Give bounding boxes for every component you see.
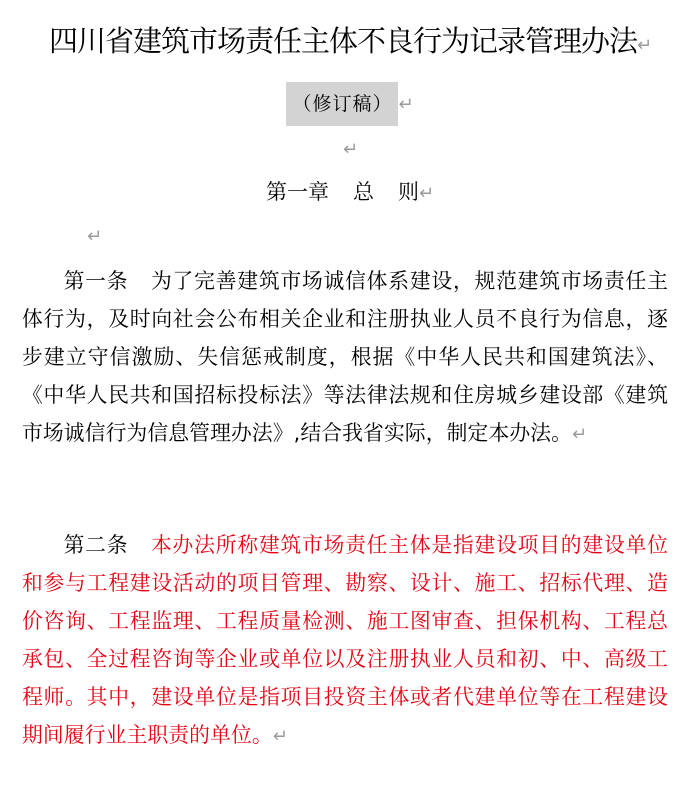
article-paragraph	[22, 526, 668, 756]
article-label: 第一条	[63, 269, 129, 293]
paragraph-mark-icon: ↵	[418, 183, 435, 204]
article-text: 为了完善建筑市场诚信体系建设，规范建筑市场责任主体行为，及时向社会公布相关企业和注册执业人员不良行为信息，逐步建立守信激励、失信惩戒制度，根据《中华人民共和国建筑法》、《中华人民共和国招标投标法》等法律法规和住房城乡建设部《建筑市场诚信行为信息管理办法》,结合我省实际，制定本办法。	[22, 269, 668, 445]
article-label: 第二条	[63, 533, 129, 557]
revision-label: （修订稿）	[286, 82, 398, 126]
empty-paragraph-mark-icon: ↵	[343, 139, 359, 160]
paragraph-mark-icon: ↵	[272, 726, 288, 747]
empty-paragraph-mark-icon: ↵	[87, 226, 103, 247]
chapter-heading	[0, 177, 700, 209]
chapter-word-2: 则	[397, 180, 419, 204]
article-text: 本办法所称建筑市场责任主体是指建设项目的建设单位和参与工程建设活动的项目管理、勘察、设计、施工、招标代理、造价咨询、工程监理、工程质量检测、施工图审查、担保机构、工程总承包、全过程咨询等企业或单位以及注册执业人员和初、中、高级工程师。其中，建设单位是指项目投资主体或者代建单位等在工程建设期间履行业主职责的单位。	[22, 533, 668, 747]
document-title	[0, 20, 700, 67]
paragraph-mark-icon: ↵	[572, 424, 588, 445]
document-title-text: 四川省建筑市场责任主体不良行为记录管理办法	[48, 24, 637, 58]
revision-line	[0, 82, 700, 126]
article-paragraph	[22, 262, 668, 454]
paragraph-mark-icon: ↵	[636, 35, 652, 56]
chapter-word-1: 总	[352, 180, 374, 204]
paragraph-mark-icon: ↵	[398, 94, 414, 115]
chapter-number: 第一章	[265, 180, 329, 204]
